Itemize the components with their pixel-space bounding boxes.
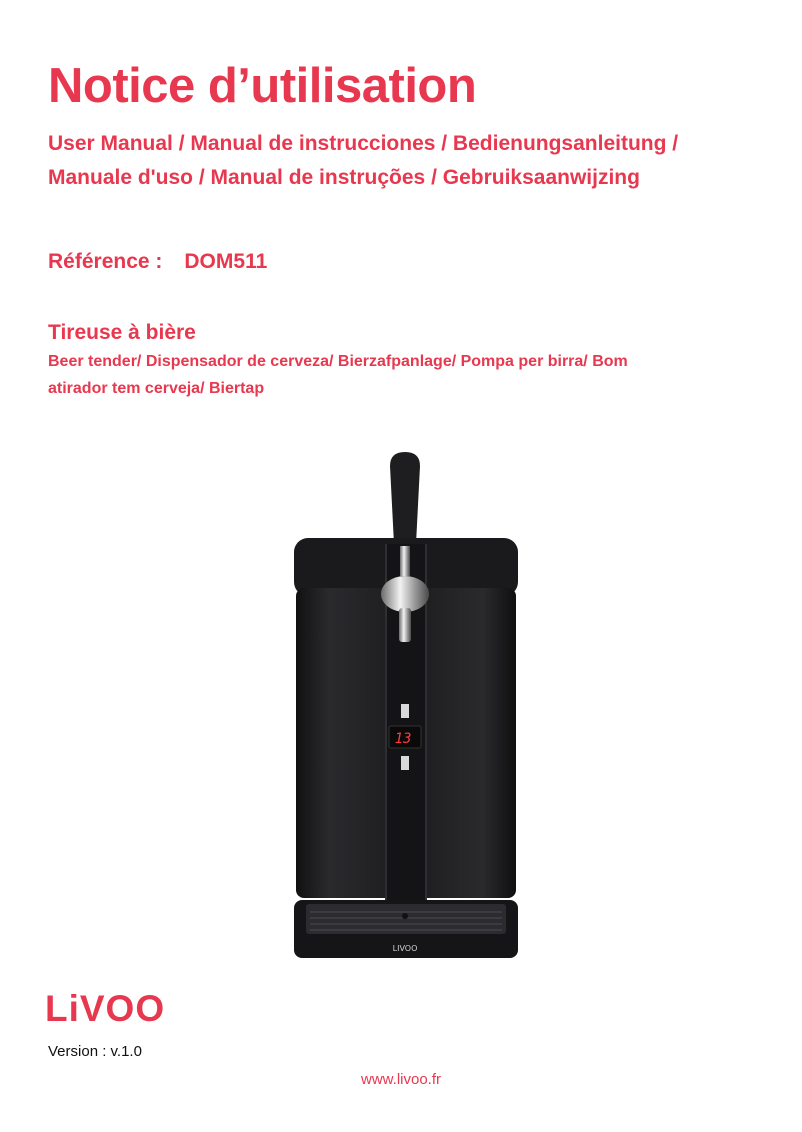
reference-code: DOM511 — [184, 250, 268, 273]
product-translations-line1: Beer tender/ Dispensador de cerveza/ Bierzafpanlage/ Pompa per birra/ Bom — [48, 353, 628, 370]
product-translations-line2: atirador tem cerveja/ Biertap — [48, 380, 265, 397]
page-title: Notice d’utilisation — [48, 59, 477, 113]
subtitle-translations-line2: Manuale d'uso / Manual de instruções / Gebruiksaanwijzing — [48, 166, 640, 189]
version-label: Version : v.1.0 — [48, 1043, 142, 1060]
website-link[interactable]: www.livoo.fr — [360, 1071, 442, 1088]
reference-row — [48, 250, 267, 274]
tap-handle — [390, 452, 420, 552]
reference-label: Référence : — [48, 250, 163, 273]
product-name: Tireuse à bière — [48, 321, 196, 344]
brand-logo: LiVOO — [45, 988, 166, 1029]
temperature-value: 13 — [394, 731, 412, 747]
chrome-tap — [381, 576, 429, 612]
subtitle-translations-line1: User Manual / Manual de instrucciones / Bedienungsanleitung / — [48, 132, 679, 155]
device-brand: LIVOO — [392, 944, 418, 953]
beer-tap-image — [262, 448, 538, 968]
